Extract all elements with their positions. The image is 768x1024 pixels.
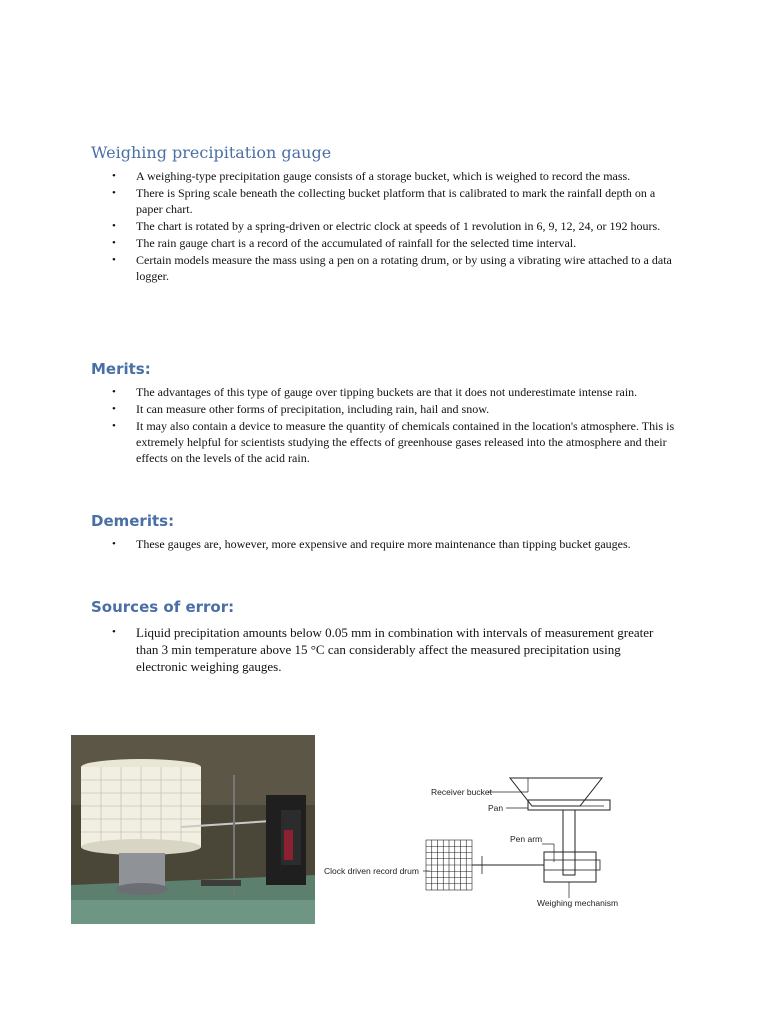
gauge-photo <box>71 735 315 924</box>
heading-merits: Merits: <box>91 360 151 378</box>
column-shape <box>563 810 575 875</box>
label-clock-drum: Clock driven record drum <box>324 866 419 876</box>
list-item: • There is Spring scale beneath the collecting bucket platform that is calibrated to mark the rainfall depth on a paper chart. <box>112 185 682 217</box>
list-item: • The advantages of this type of gauge over tipping buckets are that it does not underestimate intense rain. <box>112 384 682 400</box>
list-item: • It can measure other forms of precipitation, including rain, hail and snow. <box>112 401 682 417</box>
weighing-box-shape <box>544 852 596 882</box>
list-item: • The rain gauge chart is a record of the accumulated of rainfall for the selected time interval. <box>112 235 682 251</box>
list-item: • A weighing-type precipitation gauge consists of a storage bucket, which is weighed to record the mass. <box>112 168 682 184</box>
label-pen-arm: Pen arm <box>510 834 543 844</box>
bullet-list-demerits <box>112 536 682 553</box>
heading-demerits: Demerits: <box>91 512 175 530</box>
list-item: • Liquid precipitation amounts below 0.05 mm in combination with intervals of measurement greater than 3 min temperature above 15 °C can considerably affect the measured precipitation using electronic weighing gauges. <box>112 624 672 675</box>
bullet-list-weighing-gauge <box>112 168 682 285</box>
bullet-list-merits <box>112 384 682 467</box>
list-item: • These gauges are, however, more expensive and require more maintenance than tipping bucket gauges. <box>112 536 682 552</box>
pan-shape <box>528 800 610 810</box>
label-pan: Pan <box>488 803 504 813</box>
heading-sources-of-error: Sources of error: <box>91 598 235 616</box>
heading-weighing-gauge: Weighing precipitation gauge <box>91 143 332 162</box>
label-receiver-bucket: Receiver bucket <box>431 787 492 797</box>
bullet-list-sources-of-error <box>112 624 672 676</box>
record-drum-grid <box>426 840 472 890</box>
list-item: • The chart is rotated by a spring-driven or electric clock at speeds of 1 revolution in 6, 9, 12, 24, or 192 hours. <box>112 218 682 234</box>
list-item: • It may also contain a device to measure the quantity of chemicals contained in the location's atmosphere. This is extremely helpful for scientists studying the effects of greenhouse gases released into the atmosphere and their effects on the levels of the acid rain. <box>112 418 682 466</box>
list-item: • Certain models measure the mass using a pen on a rotating drum, or by using a vibrating wire attached to a data logger. <box>112 252 682 284</box>
gauge-photo-illustration <box>71 735 315 924</box>
label-weighing-mechanism: Weighing mechanism <box>537 898 619 908</box>
gauge-diagram <box>322 770 622 920</box>
